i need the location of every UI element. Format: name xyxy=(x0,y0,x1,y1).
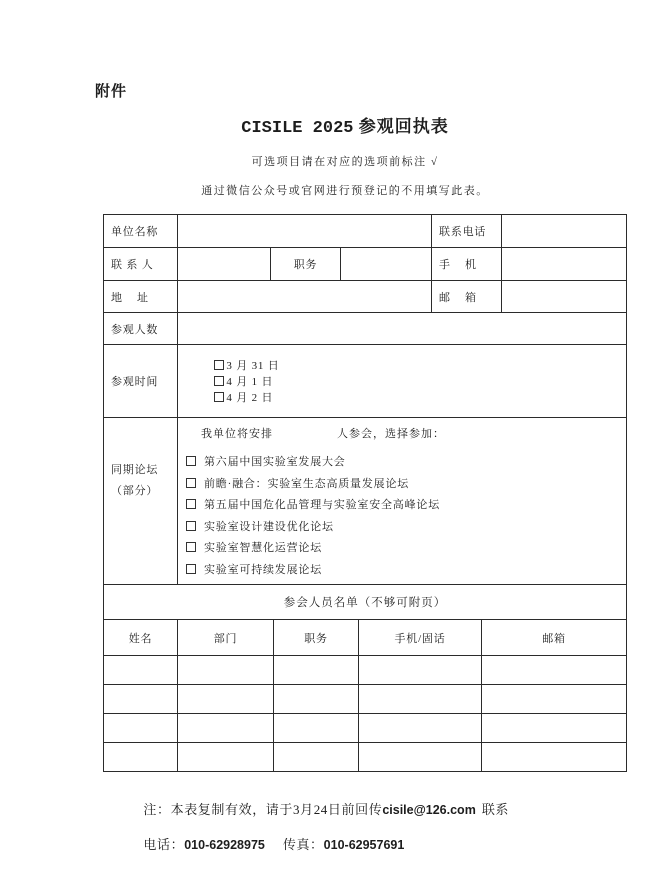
column-header-name: 姓名 xyxy=(104,620,178,656)
attendee-position-input[interactable] xyxy=(274,743,359,772)
contact-person-label: 联 系 人 xyxy=(104,248,178,281)
attendee-name-input[interactable] xyxy=(104,743,178,772)
table-row xyxy=(104,345,627,418)
column-header-department: 部门 xyxy=(178,620,274,656)
unit-name-input[interactable] xyxy=(178,215,432,248)
phone-number: 010-62928975 xyxy=(184,838,265,852)
date-checkbox-apr1[interactable] xyxy=(214,376,224,386)
position-input[interactable] xyxy=(341,248,432,281)
attendee-department-input[interactable] xyxy=(178,743,274,772)
attendee-phone-input[interactable] xyxy=(359,656,482,685)
unit-name-label: 单位名称 xyxy=(104,215,178,248)
reply-email[interactable]: cisile@126.com xyxy=(382,803,476,817)
forum-option xyxy=(186,452,622,474)
forum-checkbox-2[interactable] xyxy=(186,499,196,509)
title-cjk: 参观回执表 xyxy=(358,117,449,136)
table-row xyxy=(104,585,627,620)
visitor-count-input[interactable] xyxy=(178,313,627,345)
table-row xyxy=(104,281,627,313)
forum-checkbox-1[interactable] xyxy=(186,478,196,488)
reply-form-table xyxy=(103,214,627,627)
forum-checkbox-3[interactable] xyxy=(186,521,196,531)
forum-option xyxy=(186,560,622,582)
date-option-apr2 xyxy=(214,392,273,404)
forum-intro-prefix: 我单位将安排 xyxy=(201,428,273,440)
forum-option xyxy=(186,474,622,496)
fax-label: 传真： xyxy=(282,837,324,852)
date-option-apr1 xyxy=(214,376,273,388)
attendee-phone-input[interactable] xyxy=(359,685,482,714)
attendee-name-input[interactable] xyxy=(104,685,178,714)
date-checkbox-mar31[interactable] xyxy=(214,360,224,370)
instruction-line-2: 通过微信公众号或官网进行预登记的不用填写此表。 xyxy=(201,185,489,197)
forum-option xyxy=(186,495,622,517)
column-header-position: 职务 xyxy=(274,620,359,656)
instruction-line-1: 可选项目请在对应的选项前标注 √ xyxy=(251,156,439,168)
visit-date-options xyxy=(178,345,627,418)
position-label: 职务 xyxy=(271,248,341,281)
forum-label-line1: 同期论坛 xyxy=(111,464,159,476)
attendee-row xyxy=(104,743,627,772)
attendee-list-title: 参会人员名单（不够可附页） xyxy=(104,585,627,620)
attendee-email-input[interactable] xyxy=(482,656,627,685)
attendee-department-input[interactable] xyxy=(178,714,274,743)
forum-intro-suffix: 人参会，选择参加： xyxy=(337,428,445,440)
forum-option-label: 实验室设计建设优化论坛 xyxy=(204,520,334,533)
mobile-label: 手 机 xyxy=(432,248,502,281)
email-label: 邮 箱 xyxy=(432,281,502,313)
attendee-table xyxy=(103,584,627,772)
column-header-phone: 手机/固话 xyxy=(359,620,482,656)
forum-option-label: 第六届中国实验室发展大会 xyxy=(204,456,346,468)
forum-option-label: 前瞻·融合：实验室生态高质量发展论坛 xyxy=(204,477,410,490)
table-row xyxy=(104,215,627,248)
date-checkbox-apr2[interactable] xyxy=(214,392,224,402)
mobile-input[interactable] xyxy=(502,248,627,281)
date-label-apr1: 4 月 1 日 xyxy=(226,376,274,388)
address-label: 地 址 xyxy=(104,281,178,313)
forum-checkbox-0[interactable] xyxy=(186,456,196,466)
attendee-position-input[interactable] xyxy=(274,685,359,714)
attendee-department-input[interactable] xyxy=(178,685,274,714)
contact-phone-label: 联系电话 xyxy=(432,215,502,248)
attendee-email-input[interactable] xyxy=(482,714,627,743)
phone-label: 电话： xyxy=(143,837,185,852)
forum-intro xyxy=(186,425,622,441)
attendee-row xyxy=(104,714,627,743)
forum-checkbox-4[interactable] xyxy=(186,542,196,552)
attendee-email-input[interactable] xyxy=(482,743,627,772)
forum-option xyxy=(186,538,622,560)
table-row xyxy=(104,313,627,345)
forum-option xyxy=(186,517,622,539)
attendee-row xyxy=(104,685,627,714)
attendee-phone-input[interactable] xyxy=(359,743,482,772)
attendee-phone-input[interactable] xyxy=(359,714,482,743)
note-suffix: 联系 xyxy=(481,802,510,817)
contact-phone-input[interactable] xyxy=(502,215,627,248)
attendee-department-input[interactable] xyxy=(178,656,274,685)
forum-option-label: 实验室智慧化运营论坛 xyxy=(204,542,322,555)
address-input[interactable] xyxy=(178,281,432,313)
forum-checkbox-5[interactable] xyxy=(186,564,196,574)
table-row xyxy=(104,248,627,281)
date-label-mar31: 3 月 31 日 xyxy=(226,360,280,372)
date-label-apr2: 4 月 2 日 xyxy=(226,392,274,404)
forum-option-label: 第五届中国危化品管理与实验室安全高峰论坛 xyxy=(204,499,440,512)
attendee-email-input[interactable] xyxy=(482,685,627,714)
attachment-label: 附件 xyxy=(95,84,128,100)
attendee-name-input[interactable] xyxy=(104,656,178,685)
forum-option-label: 实验室可持续发展论坛 xyxy=(204,563,322,576)
attendee-position-input[interactable] xyxy=(274,656,359,685)
date-option-mar31 xyxy=(214,360,279,372)
forum-label-line2: （部分） xyxy=(111,485,159,497)
visit-time-label: 参观时间 xyxy=(104,345,178,418)
attendee-name-input[interactable] xyxy=(104,714,178,743)
attendee-header-row xyxy=(104,620,627,656)
note-prefix: 注：本表复制有效，请于3月24日前回传 xyxy=(143,802,383,817)
email-input[interactable] xyxy=(502,281,627,313)
column-header-email: 邮箱 xyxy=(482,620,627,656)
footer-note-line2 xyxy=(128,818,404,869)
attendee-position-input[interactable] xyxy=(274,714,359,743)
title-latin: CISILE 2025 xyxy=(241,119,354,138)
contact-person-input[interactable] xyxy=(178,248,271,281)
visitor-count-label: 参观人数 xyxy=(104,313,178,345)
attendee-row xyxy=(104,656,627,685)
fax-number: 010-62957691 xyxy=(323,838,405,852)
page-title xyxy=(20,112,670,138)
